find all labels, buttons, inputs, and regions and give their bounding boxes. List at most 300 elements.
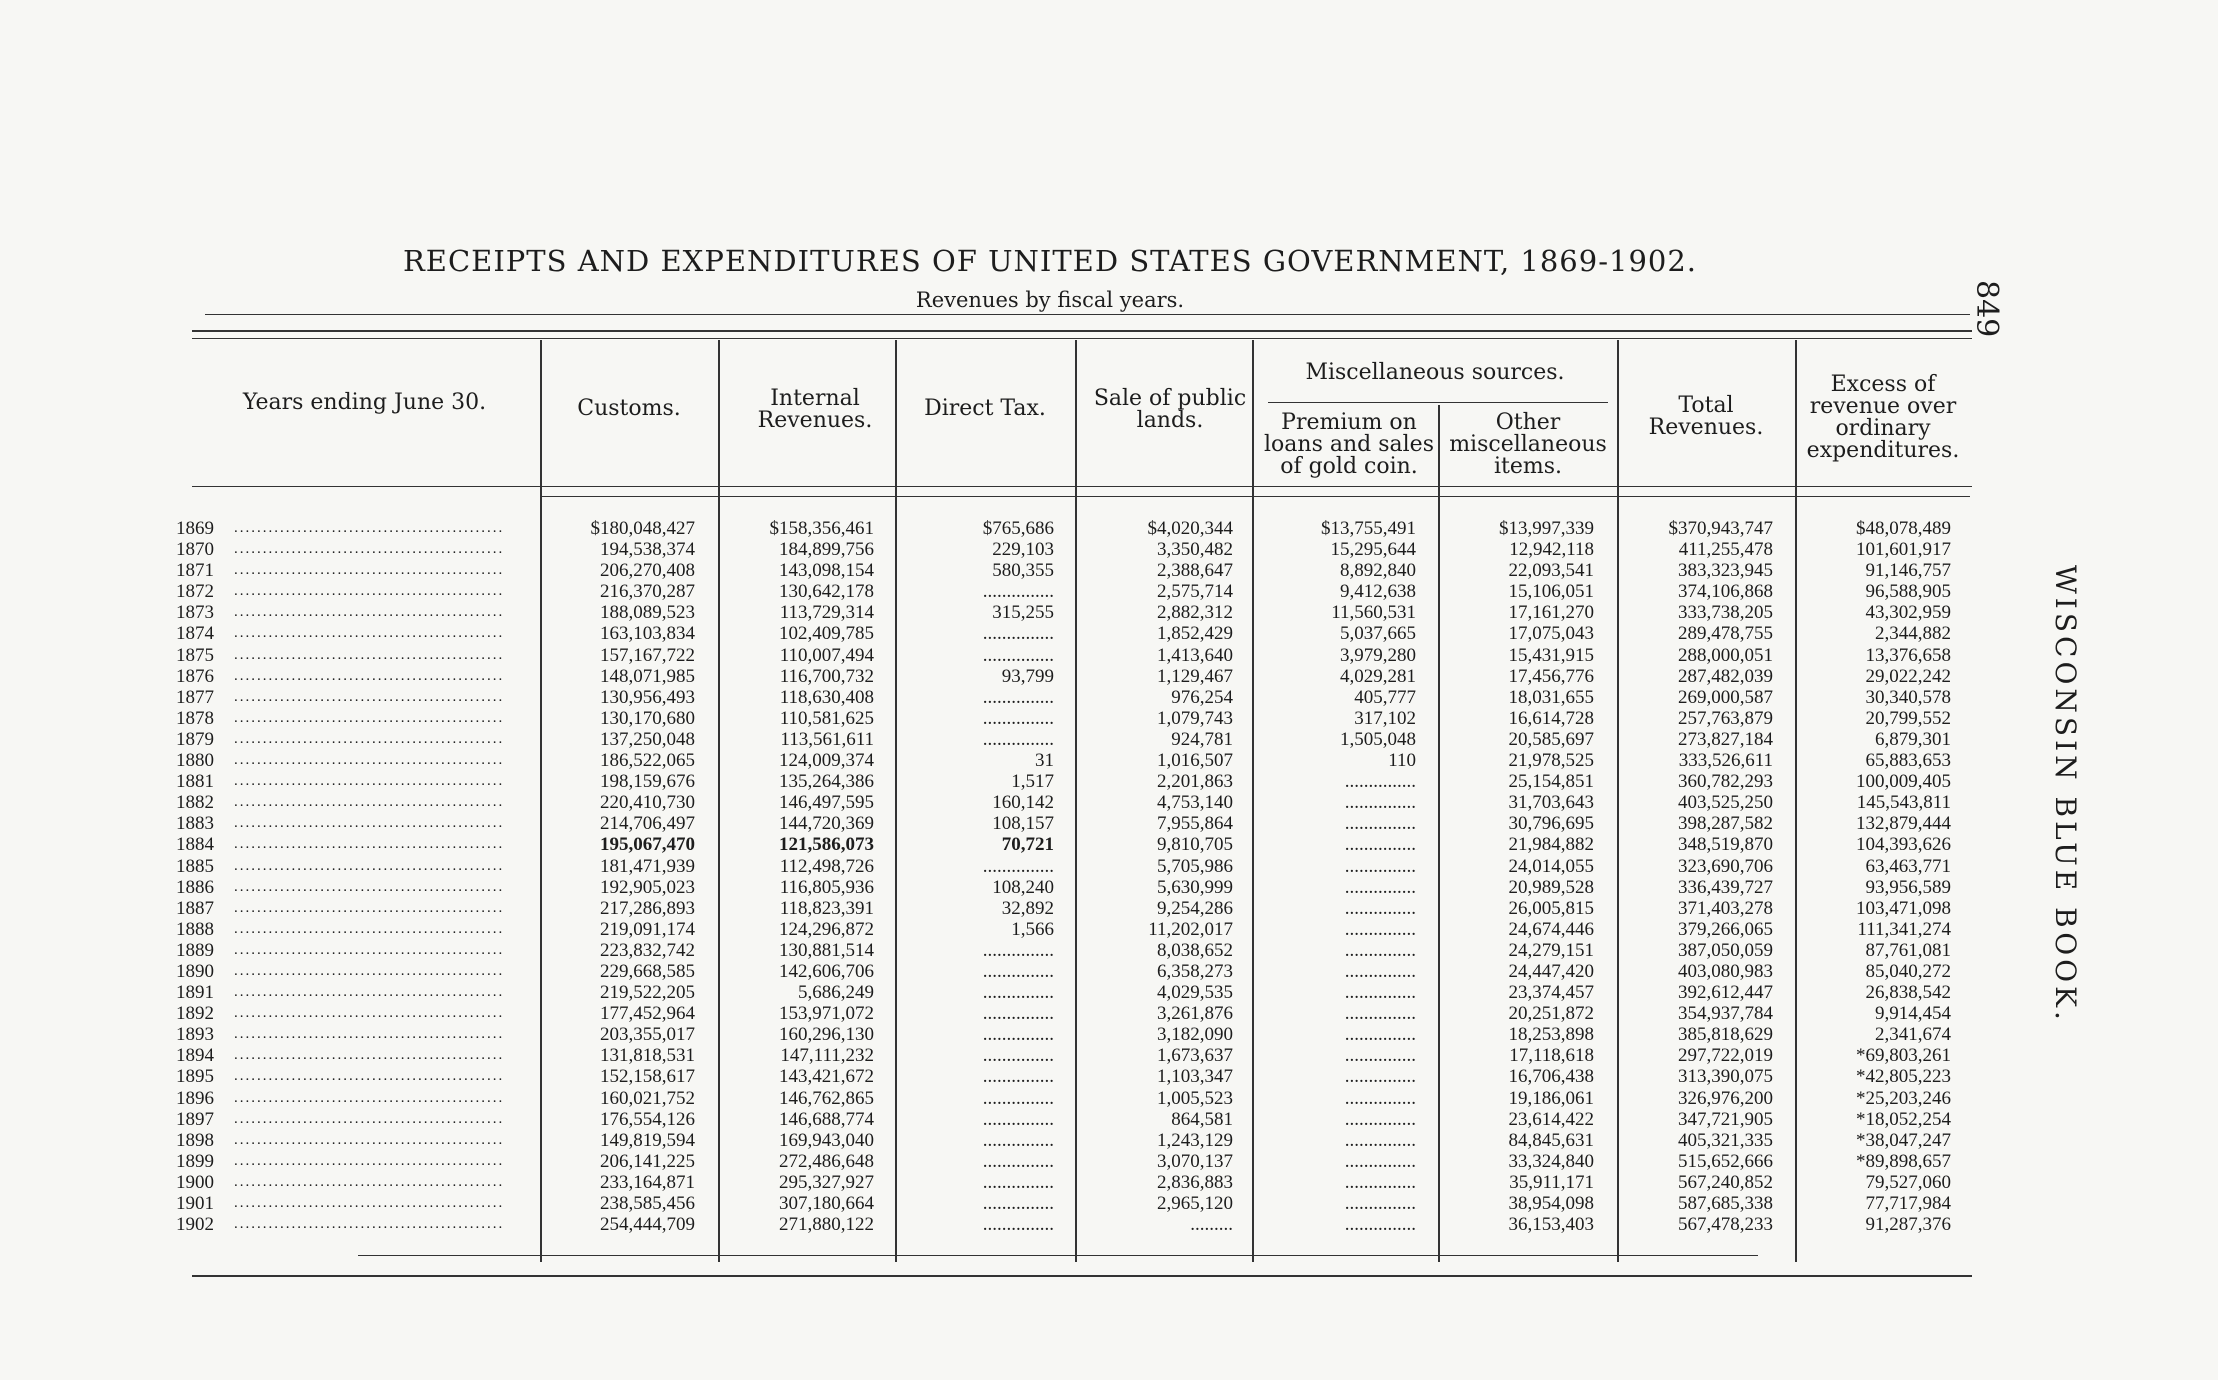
customs-cell: 157,167,722 <box>600 644 695 666</box>
excess-cell: 2,344,882 <box>1875 623 1951 645</box>
year-row <box>176 834 536 855</box>
leader-dots: ............................................... <box>234 857 505 874</box>
internal-cell: 124,296,872 <box>779 918 874 940</box>
year-label: 1881 <box>176 771 214 793</box>
internal-cell: 121,586,073 <box>779 834 874 856</box>
internal-cell: 143,421,672 <box>779 1066 874 1088</box>
leader-dots: ............................................... <box>234 773 505 790</box>
sale-cell: 9,254,286 <box>1157 897 1233 919</box>
customs-cell: 152,158,617 <box>600 1066 695 1088</box>
other-cell: 17,161,270 <box>1508 602 1594 624</box>
premium-cell: ............... <box>1344 1066 1416 1088</box>
premium-cell: 317,102 <box>1354 707 1416 729</box>
total-cell: 515,652,666 <box>1678 1150 1773 1172</box>
direct-cell: 315,255 <box>992 602 1054 624</box>
sale-cell: 3,070,137 <box>1157 1150 1233 1172</box>
direct-cell: ............... <box>982 1066 1054 1088</box>
year-label: 1879 <box>176 728 214 750</box>
sale-cell: 8,038,652 <box>1157 939 1233 961</box>
total-cell: 287,482,039 <box>1678 665 1773 687</box>
col-sep <box>718 340 720 1262</box>
col-sep <box>1795 340 1797 1262</box>
year-row <box>176 1151 536 1172</box>
year-label: 1874 <box>176 623 214 645</box>
premium-cell: ............... <box>1344 939 1416 961</box>
leader-dots: ............................................... <box>234 625 505 642</box>
other-cell: 84,845,631 <box>1508 1129 1594 1151</box>
customs-cell: 238,585,456 <box>600 1193 695 1214</box>
customs-cell: 219,091,174 <box>600 918 695 940</box>
direct-cell: ............... <box>982 1193 1054 1214</box>
sale-cell: $4,020,344 <box>1147 518 1233 539</box>
direct-cell: ............... <box>982 982 1054 1004</box>
total-cell: 411,255,478 <box>1678 539 1773 561</box>
sale-cell: 6,358,273 <box>1157 960 1233 982</box>
internal-column <box>722 518 874 1235</box>
sale-cell: 3,261,876 <box>1157 1003 1233 1025</box>
year-row <box>176 877 536 898</box>
misc-rule <box>1268 402 1608 403</box>
premium-cell: ............... <box>1344 1171 1416 1193</box>
premium-cell: ............... <box>1344 855 1416 877</box>
leader-dots: ............................................... <box>234 688 505 705</box>
premium-cell: 8,892,840 <box>1340 560 1416 582</box>
leader-dots: ............................................... <box>234 1047 505 1064</box>
customs-cell: 186,522,065 <box>600 750 695 772</box>
total-cell: 374,106,868 <box>1678 581 1773 603</box>
total-cell: 567,478,233 <box>1678 1214 1773 1236</box>
other-cell: 33,324,840 <box>1508 1150 1594 1172</box>
excess-cell: 20,799,552 <box>1865 707 1951 729</box>
sale-cell: 1,129,467 <box>1157 665 1233 687</box>
leader-dots: ............................................... <box>234 730 505 747</box>
customs-cell: 177,452,964 <box>600 1003 695 1025</box>
premium-cell: 5,037,665 <box>1340 623 1416 645</box>
excess-cell: *89,898,657 <box>1856 1150 1951 1172</box>
other-cell: 17,118,618 <box>1509 1045 1594 1067</box>
internal-cell: 146,762,865 <box>779 1087 874 1109</box>
excess-cell: 111,341,274 <box>1857 918 1951 940</box>
premium-cell: ............... <box>1344 982 1416 1004</box>
direct-cell: $765,686 <box>982 518 1054 539</box>
top-short-rule <box>205 314 1970 315</box>
year-row <box>176 856 536 877</box>
year-label: 1884 <box>176 834 214 856</box>
direct-cell: 108,157 <box>992 813 1054 835</box>
year-row <box>176 1214 536 1235</box>
internal-cell: $158,356,461 <box>769 518 874 539</box>
sale-cell: 2,965,120 <box>1157 1193 1233 1214</box>
excess-cell: 2,341,674 <box>1875 1024 1951 1046</box>
premium-cell: 110 <box>1388 750 1416 772</box>
year-label: 1897 <box>176 1108 214 1130</box>
sale-cell: 976,254 <box>1171 686 1233 708</box>
header-total: Total Revenues. <box>1648 393 1764 440</box>
total-cell: 387,050,059 <box>1678 939 1773 961</box>
year-label: 1888 <box>176 918 214 940</box>
leader-dots: ............................................... <box>234 899 505 916</box>
total-cell: 348,519,870 <box>1678 834 1773 856</box>
total-cell: 379,266,065 <box>1678 918 1773 940</box>
sale-cell: 2,882,312 <box>1157 602 1233 624</box>
internal-cell: 110,007,494 <box>779 644 874 666</box>
year-label: 1872 <box>176 581 214 603</box>
bottom-rule-1 <box>358 1255 1758 1256</box>
direct-cell: ............... <box>982 1024 1054 1046</box>
customs-cell: 206,141,225 <box>600 1150 695 1172</box>
customs-cell: 229,668,585 <box>600 960 695 982</box>
year-label: 1870 <box>176 539 214 561</box>
internal-cell: 130,881,514 <box>779 939 874 961</box>
top-rule <box>192 330 1972 332</box>
year-row <box>176 1003 536 1024</box>
premium-cell: ............... <box>1344 1150 1416 1172</box>
internal-cell: 112,498,726 <box>779 855 874 877</box>
leader-dots: ............................................... <box>234 667 505 684</box>
premium-cell: ............... <box>1344 1045 1416 1067</box>
customs-cell: 220,410,730 <box>600 792 695 814</box>
customs-cell: 181,471,939 <box>600 855 695 877</box>
leader-dots: ............................................... <box>234 920 505 937</box>
direct-cell: ............... <box>982 623 1054 645</box>
excess-cell: 85,040,272 <box>1865 960 1951 982</box>
internal-cell: 124,009,374 <box>779 750 874 772</box>
other-cell: 17,456,776 <box>1508 665 1594 687</box>
premium-cell: ............... <box>1344 1193 1416 1214</box>
other-cell: 20,251,872 <box>1508 1003 1594 1025</box>
sale-cell: 1,005,523 <box>1157 1087 1233 1109</box>
sale-cell: 1,243,129 <box>1157 1129 1233 1151</box>
direct-cell: 32,892 <box>1001 897 1054 919</box>
other-cell: 22,093,541 <box>1508 560 1594 582</box>
year-row <box>176 1045 536 1066</box>
direct-cell: 31 <box>1035 750 1054 772</box>
year-label: 1899 <box>176 1150 214 1172</box>
year-label: 1877 <box>176 686 214 708</box>
other-cell: 17,075,043 <box>1508 623 1594 645</box>
premium-column <box>1256 518 1416 1235</box>
excess-cell: 30,340,578 <box>1865 686 1951 708</box>
customs-cell: 188,089,523 <box>600 602 695 624</box>
header-sale: Sale of public lands. <box>1093 386 1247 433</box>
excess-cell: 145,543,811 <box>1856 792 1951 814</box>
leader-dots: ............................................... <box>234 1173 505 1190</box>
year-row <box>176 792 536 813</box>
other-cell: 18,031,655 <box>1508 686 1594 708</box>
header-premium: Premium on loans and sales of gold coin. <box>1264 410 1434 479</box>
excess-cell: 43,302,959 <box>1865 602 1951 624</box>
col-sep <box>540 340 542 1262</box>
excess-cell: *42,805,223 <box>1856 1066 1951 1088</box>
year-label: 1885 <box>176 855 214 877</box>
total-cell: 288,000,051 <box>1678 644 1773 666</box>
excess-column <box>1799 518 1951 1235</box>
direct-cell: 1,566 <box>1011 918 1054 940</box>
leader-dots: ............................................... <box>234 1005 505 1022</box>
customs-cell: 195,067,470 <box>600 834 695 856</box>
premium-cell: ............... <box>1344 1024 1416 1046</box>
year-label: 1887 <box>176 897 214 919</box>
direct-cell: ............... <box>982 1214 1054 1236</box>
col-sep <box>1075 340 1077 1262</box>
premium-cell: ............... <box>1344 792 1416 814</box>
sale-cell: ......... <box>1190 1214 1233 1236</box>
customs-cell: 194,538,374 <box>600 539 695 561</box>
excess-cell: 26,838,542 <box>1865 982 1951 1004</box>
total-cell: 360,782,293 <box>1678 771 1773 793</box>
sale-cell: 2,201,863 <box>1157 771 1233 793</box>
excess-cell: 104,393,626 <box>1856 834 1951 856</box>
direct-cell: ............... <box>982 581 1054 603</box>
year-row <box>176 1109 536 1130</box>
leader-dots: ............................................... <box>234 1216 505 1233</box>
leader-dots: ............................................... <box>234 1068 505 1085</box>
year-row <box>176 919 536 940</box>
customs-cell: 137,250,048 <box>600 728 695 750</box>
leader-dots: ............................................... <box>234 1089 505 1106</box>
leader-dots: ............................................... <box>234 520 505 536</box>
internal-cell: 143,098,154 <box>779 560 874 582</box>
year-row <box>176 940 536 961</box>
sale-cell: 1,016,507 <box>1157 750 1233 772</box>
sale-cell: 864,581 <box>1171 1108 1233 1130</box>
other-cell: 15,106,051 <box>1508 581 1594 603</box>
excess-cell: 93,956,589 <box>1865 876 1951 898</box>
premium-cell: ............... <box>1344 960 1416 982</box>
direct-cell: ............... <box>982 1087 1054 1109</box>
total-cell: 257,763,879 <box>1678 707 1773 729</box>
year-row <box>176 539 536 560</box>
other-cell: 24,014,055 <box>1508 855 1594 877</box>
customs-cell: 254,444,709 <box>600 1214 695 1236</box>
leader-dots: ............................................... <box>234 815 505 832</box>
premium-cell: ............... <box>1344 1087 1416 1109</box>
other-cell: 20,585,697 <box>1508 728 1594 750</box>
direct-cell: ............... <box>982 1108 1054 1130</box>
excess-cell: 6,879,301 <box>1875 728 1951 750</box>
year-row <box>176 961 536 982</box>
internal-cell: 295,327,927 <box>779 1171 874 1193</box>
other-cell: 35,911,171 <box>1509 1171 1594 1193</box>
excess-cell: 9,914,454 <box>1875 1003 1951 1025</box>
excess-cell: 13,376,658 <box>1865 644 1951 666</box>
customs-cell: 160,021,752 <box>600 1087 695 1109</box>
premium-cell: ............... <box>1344 1129 1416 1151</box>
internal-cell: 307,180,664 <box>779 1193 874 1214</box>
leader-dots: ............................................... <box>234 646 505 663</box>
premium-cell: ............... <box>1344 1214 1416 1236</box>
premium-cell: ............... <box>1344 813 1416 835</box>
other-cell: 24,447,420 <box>1508 960 1594 982</box>
page-title: RECEIPTS AND EXPENDITURES OF UNITED STATES GOVERNMENT, 1869-1902. <box>402 244 1698 278</box>
excess-cell: *18,052,254 <box>1856 1108 1951 1130</box>
year-label: 1883 <box>176 813 214 835</box>
excess-cell: 101,601,917 <box>1856 539 1951 561</box>
col-sep <box>895 340 897 1262</box>
premium-cell: ............... <box>1344 1108 1416 1130</box>
premium-cell: ............... <box>1344 771 1416 793</box>
customs-cell: 216,370,287 <box>600 581 695 603</box>
customs-cell: 198,159,676 <box>600 771 695 793</box>
premium-cell: 9,412,638 <box>1340 581 1416 603</box>
internal-cell: 142,606,706 <box>779 960 874 982</box>
excess-cell: 79,527,060 <box>1865 1171 1951 1193</box>
customs-column <box>545 518 695 1235</box>
sale-cell: 5,630,999 <box>1157 876 1233 898</box>
year-label: 1871 <box>176 560 214 582</box>
total-column <box>1621 518 1773 1235</box>
year-label: 1876 <box>176 665 214 687</box>
header-customs: Customs. <box>577 396 681 421</box>
excess-cell: 103,471,098 <box>1856 897 1951 919</box>
page-subtitle: Revenues by fiscal years. <box>915 288 1185 312</box>
internal-cell: 5,686,249 <box>798 982 874 1004</box>
sale-cell: 2,575,714 <box>1157 581 1233 603</box>
year-label: 1880 <box>176 750 214 772</box>
excess-cell: 65,883,653 <box>1865 750 1951 772</box>
total-cell: 323,690,706 <box>1678 855 1773 877</box>
year-label: 1900 <box>176 1171 214 1193</box>
other-cell: 21,978,525 <box>1508 750 1594 772</box>
year-label: 1869 <box>176 518 214 539</box>
leader-dots: ............................................... <box>234 984 505 1001</box>
year-row <box>176 645 536 666</box>
excess-cell: 132,879,444 <box>1856 813 1951 835</box>
direct-cell: 229,103 <box>992 539 1054 561</box>
other-cell: 16,614,728 <box>1508 707 1594 729</box>
leader-dots: ............................................... <box>234 962 505 979</box>
total-cell: 398,287,582 <box>1678 813 1773 835</box>
sale-cell: 5,705,986 <box>1157 855 1233 877</box>
year-label: 1893 <box>176 1024 214 1046</box>
customs-cell: 223,832,742 <box>600 939 695 961</box>
sale-cell: 7,955,864 <box>1157 813 1233 835</box>
header-bottom-rule <box>192 486 1972 487</box>
page-number: 849 <box>1969 280 2004 338</box>
leader-dots: ............................................... <box>234 941 505 958</box>
col-sep <box>1438 405 1440 1262</box>
internal-cell: 147,111,232 <box>780 1045 874 1067</box>
year-row <box>176 982 536 1003</box>
direct-cell: 70,721 <box>1001 834 1054 856</box>
total-cell: 371,403,278 <box>1678 897 1773 919</box>
direct-cell: ............... <box>982 855 1054 877</box>
year-label: 1890 <box>176 960 214 982</box>
year-row <box>176 1066 536 1087</box>
other-cell: 15,431,915 <box>1508 644 1594 666</box>
total-cell: 587,685,338 <box>1678 1193 1773 1214</box>
direct-cell: ............... <box>982 1129 1054 1151</box>
total-cell: 567,240,852 <box>1678 1171 1773 1193</box>
leader-dots: ............................................... <box>234 562 505 579</box>
internal-cell: 113,729,314 <box>779 602 874 624</box>
other-cell: 25,154,851 <box>1508 771 1594 793</box>
direct-cell: 93,799 <box>1001 665 1054 687</box>
customs-cell: 206,270,408 <box>600 560 695 582</box>
customs-cell: 192,905,023 <box>600 876 695 898</box>
other-cell: 23,374,457 <box>1508 982 1594 1004</box>
year-label: 1875 <box>176 644 214 666</box>
leader-dots: ............................................... <box>234 1026 505 1043</box>
sale-cell: 11,202,017 <box>1148 918 1233 940</box>
customs-cell: 131,818,531 <box>600 1045 695 1067</box>
col-sep <box>1617 340 1619 1262</box>
sale-cell: 1,079,743 <box>1157 707 1233 729</box>
other-cell: 16,706,438 <box>1508 1066 1594 1088</box>
internal-cell: 116,700,732 <box>779 665 874 687</box>
direct-cell: ............... <box>982 644 1054 666</box>
year-row <box>176 602 536 623</box>
customs-cell: 163,103,834 <box>600 623 695 645</box>
direct-tax-column <box>899 518 1054 1235</box>
year-row <box>176 813 536 834</box>
excess-cell: 63,463,771 <box>1865 855 1951 877</box>
total-cell: 289,478,755 <box>1678 623 1773 645</box>
premium-cell: ............... <box>1344 876 1416 898</box>
total-cell: 273,827,184 <box>1678 728 1773 750</box>
internal-cell: 102,409,785 <box>779 623 874 645</box>
leader-dots: ............................................... <box>234 541 505 558</box>
sale-cell: 4,753,140 <box>1157 792 1233 814</box>
year-label: 1891 <box>176 982 214 1004</box>
col-sep <box>1252 340 1254 1262</box>
top-rule-thin <box>192 338 1972 339</box>
year-label: 1898 <box>176 1129 214 1151</box>
sale-cell: 3,182,090 <box>1157 1024 1233 1046</box>
excess-cell: 96,588,905 <box>1865 581 1951 603</box>
year-label: 1902 <box>176 1214 214 1236</box>
other-cell: 21,984,882 <box>1508 834 1594 856</box>
total-cell: $370,943,747 <box>1668 518 1773 539</box>
internal-cell: 160,296,130 <box>779 1024 874 1046</box>
year-row <box>176 708 536 729</box>
direct-cell: ............... <box>982 1003 1054 1025</box>
customs-cell: $180,048,427 <box>590 518 695 539</box>
direct-cell: ............... <box>982 960 1054 982</box>
direct-cell: 580,355 <box>992 560 1054 582</box>
sale-cell: 1,852,429 <box>1157 623 1233 645</box>
sale-column <box>1079 518 1233 1235</box>
other-cell: 26,005,815 <box>1508 897 1594 919</box>
direct-cell: ............... <box>982 707 1054 729</box>
leader-dots: ............................................... <box>234 709 505 726</box>
year-label: 1882 <box>176 792 214 814</box>
excess-cell: $48,078,489 <box>1856 518 1951 539</box>
excess-cell: 91,287,376 <box>1865 1214 1951 1236</box>
internal-cell: 118,630,408 <box>779 686 874 708</box>
year-row <box>176 1172 536 1193</box>
leader-dots: ............................................... <box>234 1131 505 1148</box>
customs-cell: 233,164,871 <box>600 1171 695 1193</box>
other-cell: $13,997,339 <box>1499 518 1594 539</box>
excess-cell: *69,803,261 <box>1856 1045 1951 1067</box>
customs-cell: 149,819,594 <box>600 1129 695 1151</box>
year-label: 1886 <box>176 876 214 898</box>
customs-cell: 214,706,497 <box>600 813 695 835</box>
leader-dots: ............................................... <box>234 1110 505 1127</box>
other-cell: 19,186,061 <box>1508 1087 1594 1109</box>
year-row <box>176 771 536 792</box>
premium-cell: 15,295,644 <box>1330 539 1416 561</box>
year-label: 1889 <box>176 939 214 961</box>
premium-cell: 405,777 <box>1354 686 1416 708</box>
year-row <box>176 1088 536 1109</box>
total-cell: 385,818,629 <box>1678 1024 1773 1046</box>
header-other: Other miscellaneous items. <box>1449 410 1607 479</box>
sale-cell: 924,781 <box>1171 728 1233 750</box>
direct-cell: ............... <box>982 728 1054 750</box>
direct-cell: ............... <box>982 686 1054 708</box>
